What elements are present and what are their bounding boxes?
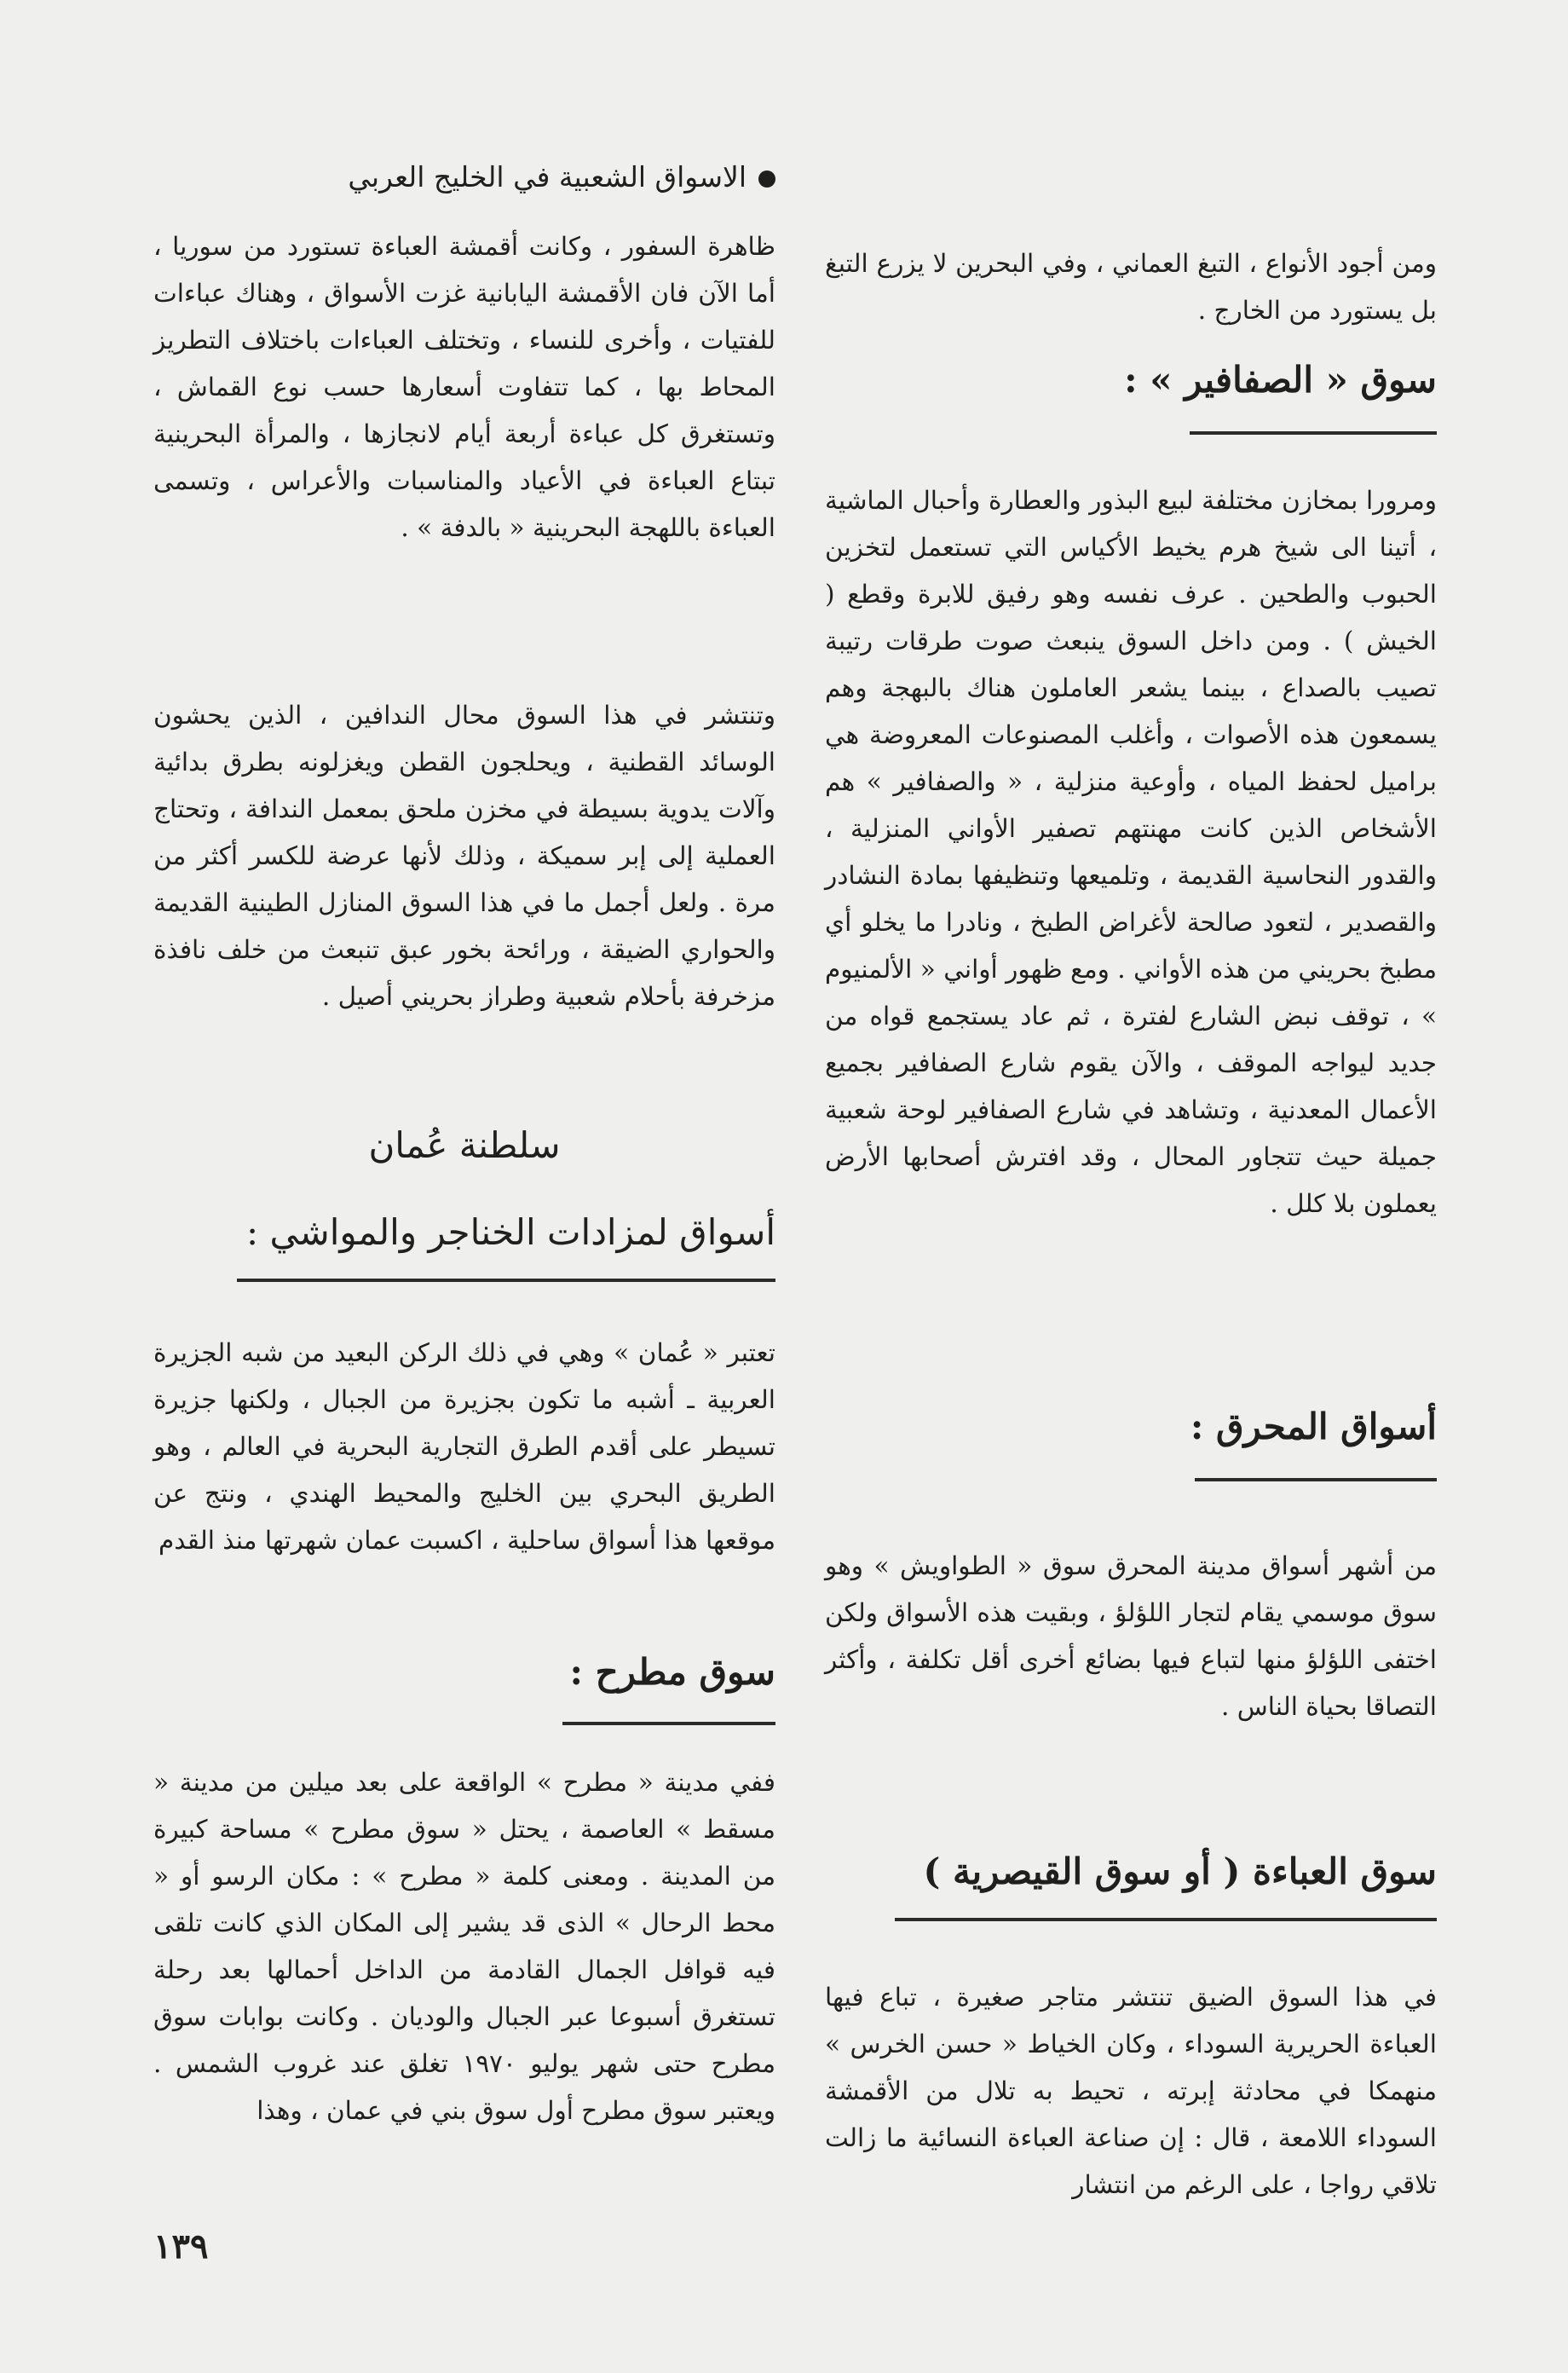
abaya-text: في هذا السوق الضيق تنتشر متاجر صغيرة ، تباع فيها العباءة الحريرية السوداء ، وكان الخياط « حسن الخرس » منهمكا في محادثة إبرته ، تحيط به تلال من الأقمشة السوداء اللامعة ، قال : إن صناعة العباءة النسائية ما زالت تلاقي رواجا ، على الرغم من انتشار	[825, 1983, 1437, 2199]
heading-safafir-rule	[1190, 431, 1437, 435]
heading-abaya-market: سوق العباءة ( أو سوق القيصرية )	[923, 1850, 1437, 1892]
muharraq-text: من أشهر أسواق مدينة المحرق سوق « الطواويش » وهو سوق موسمي يقام لتجار اللؤلؤ ، وبقيت هذه الأسواق ولكن اختفى اللؤلؤ منها لتباع فيها بضائع أخرى أقل تكلفة ، وأكثر التصاقا بحياة الناس .	[825, 1551, 1437, 1721]
right-intro	[825, 240, 1437, 334]
left-para1-text: ظاهرة السفور ، وكانت أقمشة العباءة تستورد من سوريا ، أما الآن فان الأقمشة اليابانية غزت الأسواق ، وهناك عباءات للفتيات ، وأخرى للنساء ، وتختلف العباءات باختلاف التطريز المحاط بها ، كما تتفاوت أسعارها حسب نوع القماش ، وتستغرق كل عباءة أربعة أيام لانجازها ، والمرأة البحرينية تبتاع العباءة في الأعياد والمناسبات والأعراس ، وتسمى العباءة باللهجة البحرينية « بالدفة » .	[153, 232, 775, 542]
right-section3-body	[825, 1974, 1437, 2208]
heading-muharraq: أسواق المحرق :	[1190, 1406, 1437, 1447]
heading-safafir: سوق « الصفافير » :	[1124, 359, 1437, 401]
running-head	[153, 160, 775, 194]
daggers-text: تعتبر « عُمان » وهي في ذلك الركن البعيد من شبه الجزيرة العربية ـ أشبه ما تكون بجزيرة من الجبال ، ولكنها جزيرة تسيطر على أقدم الطرق التجارية البحرية في العالم ، وهو الطريق البحري بين الخليج والمحيط الهندي ، ونتج عن موقعها هذا أسواق ساحلية ، اكسبت عمان شهرتها منذ القدم	[153, 1338, 775, 1555]
heading-muharraq-rule	[1195, 1478, 1437, 1481]
heading-daggers: أسواق لمزادات الخناجر والمواشي :	[246, 1211, 775, 1253]
heading-daggers-rule	[237, 1279, 775, 1282]
right-section1-body	[825, 477, 1437, 1227]
left-section2-body	[153, 1759, 775, 2134]
muttrah-text: ففي مدينة « مطرح » الواقعة على بعد ميلين من مدينة « مسقط » العاصمة ، يحتل « سوق مطرح » مساحة كبيرة من المدينة . ومعنى كلمة « مطرح » : مكان الرسو أو « محط الرحال » الذى قد يشير إلى المكان الذي كانت تلقى فيه قوافل الجمال القادمة من الداخل أحمالها بعد رحلة تستغرق أسبوعا عبر الجبال والوديان . وكانت بوابات سوق مطرح حتى شهر يوليو ١٩٧٠ تغلق عند غروب الشمس . ويعتبر سوق مطرح أول سوق بني في عمان ، وهذا	[153, 1768, 775, 2125]
left-section1-body	[153, 1330, 775, 1564]
right-section2-body	[825, 1543, 1437, 1730]
left-para2	[153, 692, 775, 1020]
page-number: ١٣٩	[153, 2226, 209, 2266]
right-intro-text: ومن أجود الأنواع ، التبغ العماني ، وفي البحرين لا يزرع التبغ بل يستورد من الخارج .	[825, 249, 1437, 325]
bullet-icon	[758, 170, 775, 188]
left-para2-text: وتنتشر في هذا السوق محال الندافين ، الذين يحشون الوسائد القطنية ، ويحلجون القطن ويغزلونه بطرق بدائية وآلات يدوية بسيطة في مخزن ملحق بمعمل الندافة ، وتحتاج العملية إلى إبر سميكة ، وذلك لأنها عرضة للكسر أكثر من مرة . ولعل أجمل ما في هذا السوق المنازل الطينية القديمة والحواري الضيقة ، ورائحة بخور عبق تنبعث من خلف نافذة مزخرفة بأحلام شعبية وطراز بحريني أصيل .	[153, 701, 775, 1011]
heading-abaya-rule	[895, 1918, 1437, 1921]
heading-muttrah: سوق مطرح :	[569, 1651, 775, 1693]
running-head-text: الاسواق الشعبية في الخليج العربي	[348, 160, 747, 193]
country-title: سلطنة عُمان	[368, 1124, 561, 1166]
left-para1	[153, 223, 775, 551]
heading-muttrah-rule	[562, 1722, 775, 1725]
safafir-text: ومرورا بمخازن مختلفة لبيع البذور والعطارة وأحبال الماشية ، أتينا الى شيخ هرم يخيط الأكياس التي تستعمل لتخزين الحبوب والطحين . عرف نفسه وهو رفيق للابرة وقطع ( الخيش ) . ومن داخل السوق ينبعث صوت طرقات رتيبة تصيب بالصداع ، بينما يشعر العاملون هناك بالبهجة وهم يسمعون هذه الأصوات ، وأغلب المصنوعات المعروضة هي براميل لحفظ المياه ، وأوعية منزلية ، « والصفافير » هم الأشخاص الذين كانت مهنتهم تصفير الأواني المنزلية ، والقدور النحاسية القديمة ، وتلميعها وتنظيفها بمادة النشادر والقصدير ، لتعود صالحة لأغراض الطبخ ، ونادرا ما يخلو أي مطبخ بحريني من هذه الأواني . ومع ظهور أواني « الألمنيوم » ، توقف نبض الشارع لفترة ، ثم عاد يستجمع قواه من جديد ليواجه الموقف ، والآن يقوم شارع الصفافير بجميع الأعمال المعدنية ، وتشاهد في شارع الصفافير لوحة شعبية جميلة حيث تتجاور المحال ، وقد افترش أصحابها الأرض يعملون بلا كلل .	[825, 486, 1437, 1218]
